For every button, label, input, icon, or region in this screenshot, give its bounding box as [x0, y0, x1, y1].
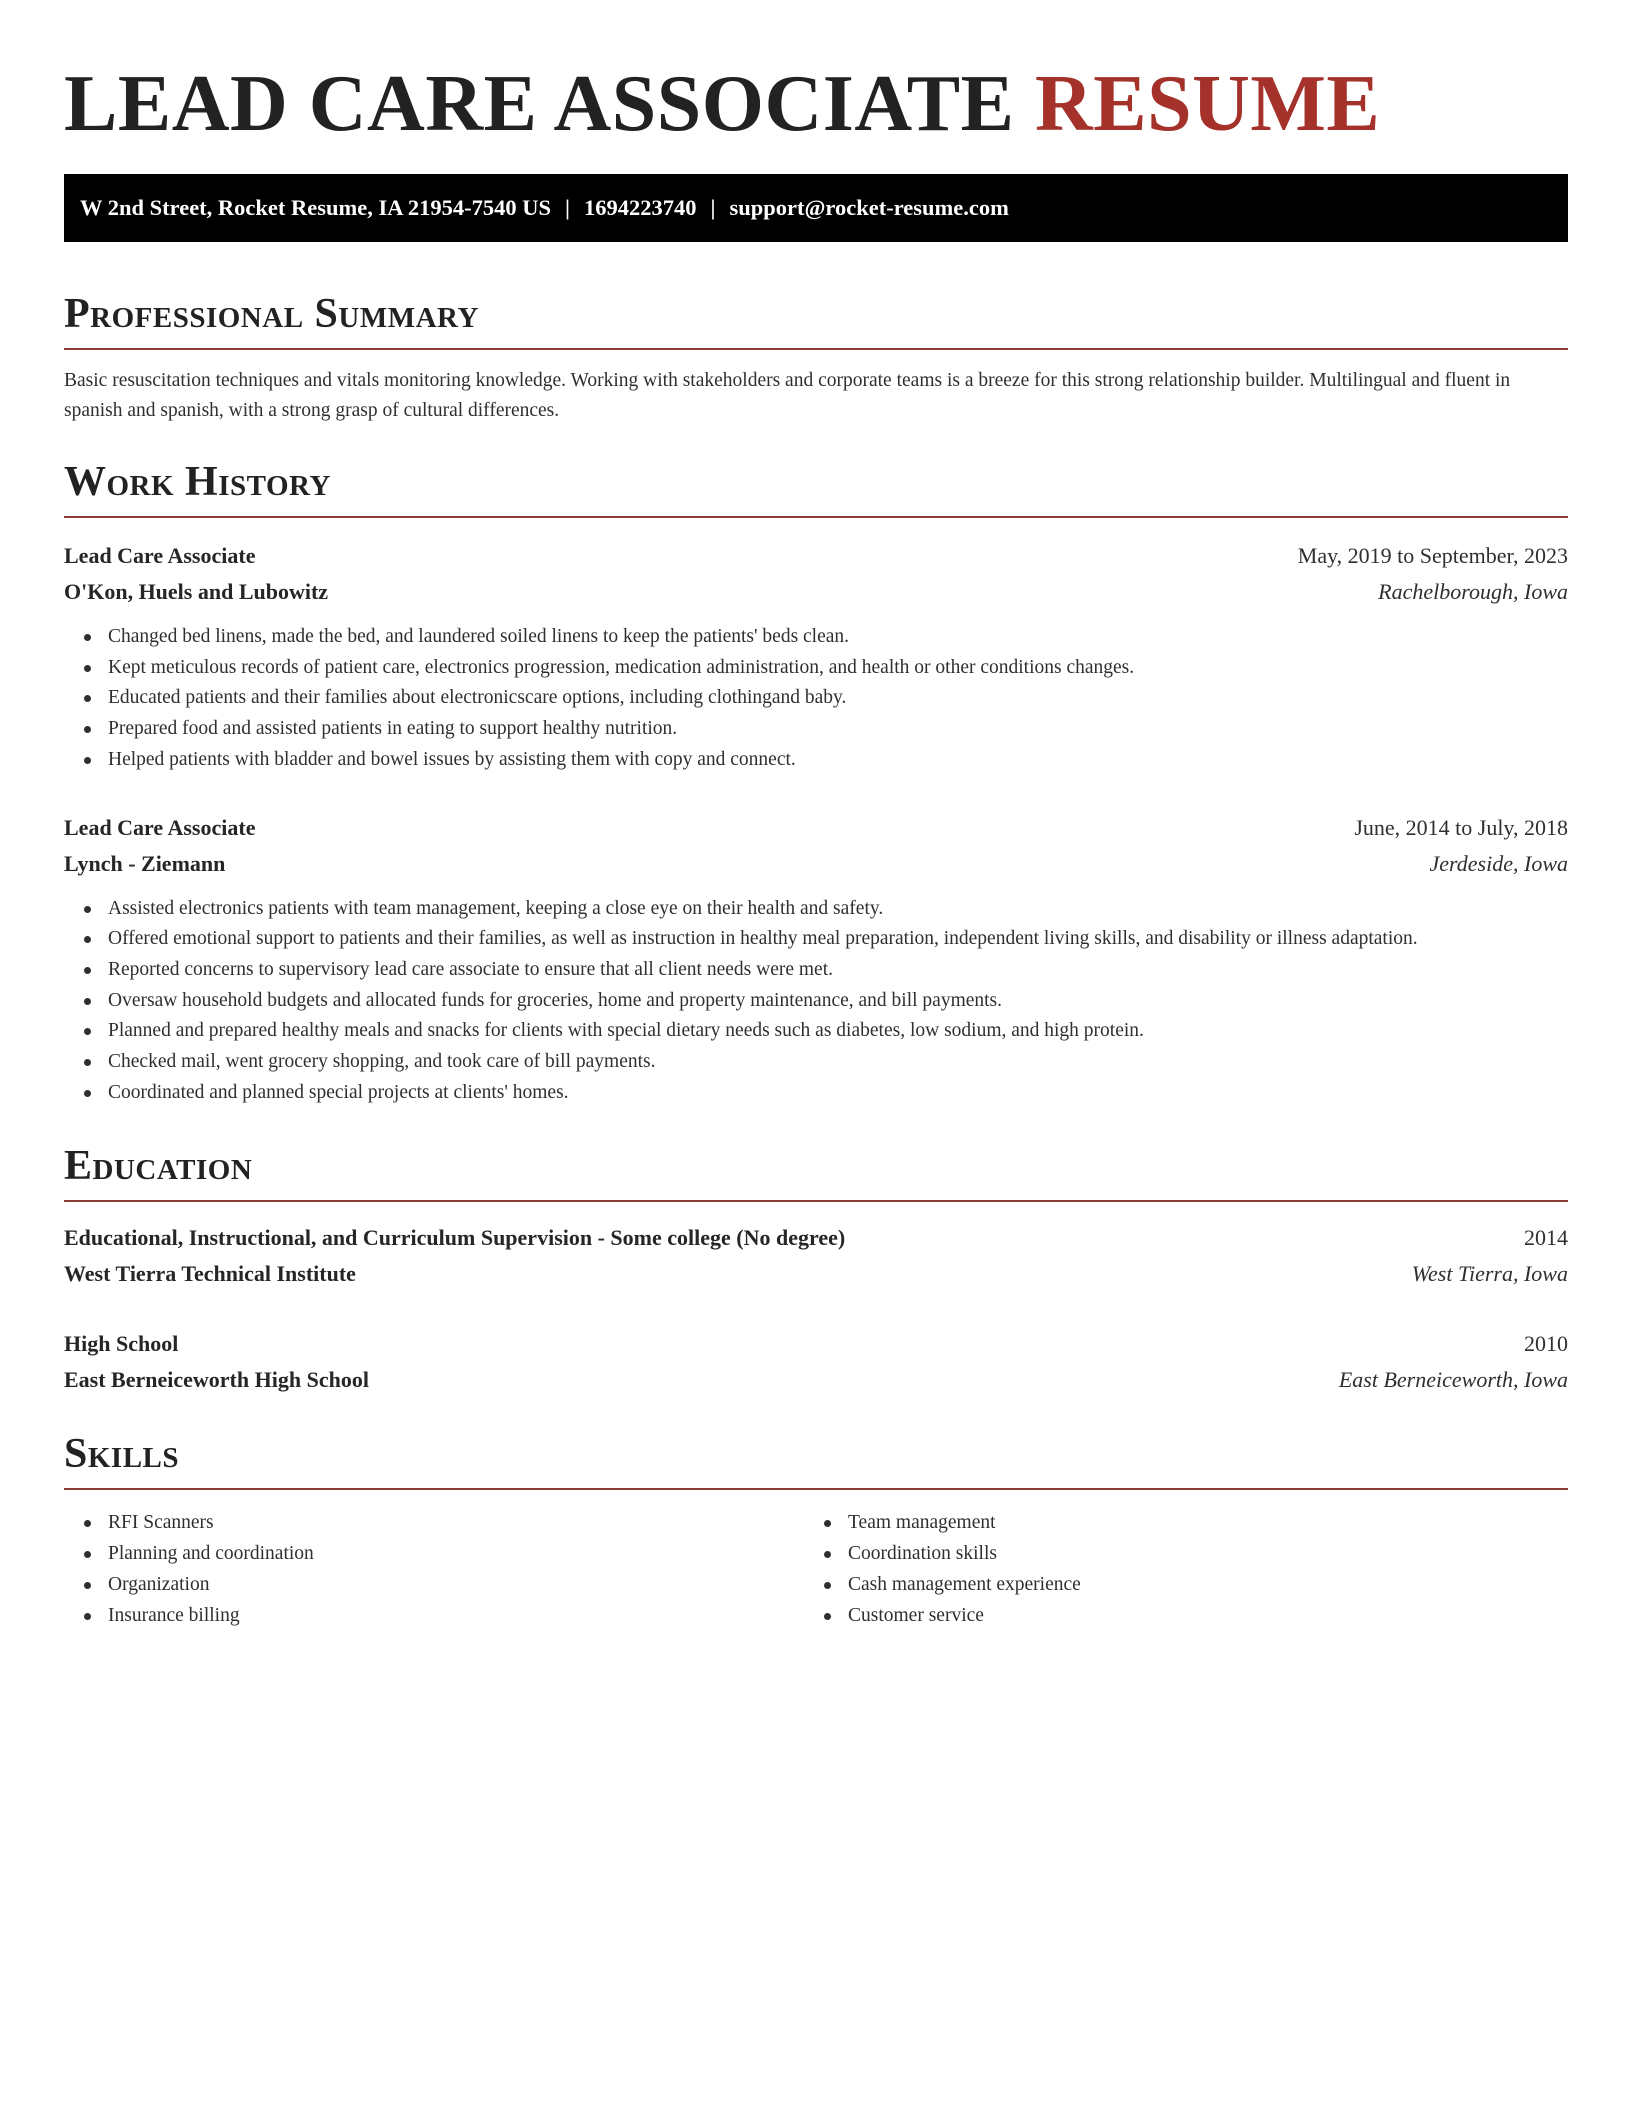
job-dates: May, 2019 to September, 2023: [1297, 543, 1568, 568]
education-school: East Berneiceworth High School: [64, 1367, 369, 1393]
job-entry: [64, 810, 1568, 1109]
section-divider: [64, 348, 1568, 350]
job-location: Rachelborough, Iowa: [1378, 579, 1568, 604]
skills-list: [64, 1508, 804, 1631]
skill-item: Coordination skills: [848, 1539, 1544, 1570]
section-divider: [64, 1488, 1568, 1490]
job-entry: [64, 538, 1568, 776]
list-item: Reported concerns to supervisory lead care associate to ensure that all client needs were met.: [108, 955, 1568, 986]
list-item: Checked mail, went grocery shopping, and took care of bill payments.: [108, 1047, 1568, 1078]
job-title: Lead Care Associate: [64, 814, 256, 840]
summary-heading: Professional Summary: [64, 291, 479, 337]
summary-text: Basic resuscitation techniques and vitals monitoring knowledge. Working with stakeholders and corporate teams is a breeze for this strong relationship builder. Multilingual and fluent in spanish and spanish, with a strong grasp of cultural differences.: [64, 370, 1511, 421]
education-heading: Education: [64, 1143, 253, 1190]
resume-title: [64, 0, 1568, 152]
title-accent: RESUME: [1034, 60, 1381, 148]
skill-item: Organization: [108, 1570, 804, 1601]
skill-item: RFI Scanners: [108, 1508, 804, 1539]
education-year: 2014: [1524, 1225, 1568, 1251]
job-location: Jerdeside, Iowa: [1429, 850, 1568, 876]
education-location: West Tierra, Iowa: [1411, 1261, 1568, 1287]
education-year: 2010: [1524, 1331, 1568, 1357]
list-item: Planned and prepared healthy meals and snacks for clients with special dietary needs such as diabetes, low sodium, and high protein.: [108, 1016, 1568, 1047]
contact-separator: |: [565, 195, 570, 220]
list-item: Assisted electronics patients with team management, keeping a close eye on their health and safety.: [108, 894, 1568, 925]
list-item: Helped patients with bladder and bowel issues by assisting them with copy and connect.: [108, 745, 1568, 776]
job-dates: June, 2014 to July, 2018: [1354, 814, 1568, 840]
education-entry: [64, 1220, 1568, 1292]
contact-bar: [64, 174, 1568, 242]
list-item: Educated patients and their families about electronicscare options, including clothingand baby.: [108, 683, 1568, 714]
skills-column-right: [804, 1508, 1544, 1631]
skill-item: Customer service: [848, 1601, 1544, 1632]
list-item: Offered emotional support to patients and their families, as well as instruction in healthy meal preparation, independent living skills, and disability or illness adaptation.: [108, 924, 1568, 955]
contact-phone: 1694223740: [584, 195, 697, 220]
title-main: LEAD CARE ASSOCIATE: [64, 60, 1015, 148]
list-item: Coordinated and planned special projects at clients' homes.: [108, 1078, 1568, 1109]
section-divider: [64, 1200, 1568, 1202]
education-school: West Tierra Technical Institute: [64, 1261, 356, 1287]
education-degree: Educational, Instructional, and Curriculum Supervision - Some college (No degree): [64, 1225, 846, 1251]
list-item: Oversaw household budgets and allocated funds for groceries, home and property maintenance, and bill payments.: [108, 986, 1568, 1017]
education-location: East Berneiceworth, Iowa: [1338, 1367, 1568, 1393]
skills-grid: [64, 1508, 1568, 1631]
list-item: Kept meticulous records of patient care, electronics progression, medication administration, and health or other conditions changes.: [108, 653, 1568, 684]
skills-section: [64, 1426, 1568, 1631]
job-company: Lynch - Ziemann: [64, 850, 226, 876]
skills-list: [804, 1508, 1544, 1631]
list-item: Prepared food and assisted patients in eating to support healthy nutrition.: [108, 714, 1568, 745]
education-entry: [64, 1326, 1568, 1398]
work-history-section: [64, 454, 1568, 1108]
list-item: Changed bed linens, made the bed, and laundered soiled linens to keep the patients' beds clean.: [108, 622, 1568, 653]
work-history-heading: Work History: [64, 459, 331, 505]
skill-item: Cash management experience: [848, 1570, 1544, 1601]
contact-email[interactable]: support@rocket-resume.com: [729, 195, 1009, 220]
job-duties-list: [64, 622, 1568, 776]
skill-item: Planning and coordination: [108, 1539, 804, 1570]
skills-column-left: [64, 1508, 804, 1631]
contact-separator: |: [710, 195, 716, 220]
contact-address: W 2nd Street, Rocket Resume, IA 21954-7540 US: [80, 195, 552, 220]
skill-item: Insurance billing: [108, 1601, 804, 1632]
section-divider: [64, 516, 1568, 518]
education-degree: High School: [64, 1331, 179, 1357]
skills-heading: Skills: [64, 1431, 180, 1478]
job-company: O'Kon, Huels and Lubowitz: [64, 579, 329, 604]
resume-page: [64, 0, 1568, 1631]
summary-section: [64, 286, 1568, 426]
job-title: Lead Care Associate: [64, 543, 256, 568]
education-section: [64, 1138, 1568, 1398]
job-duties-list: [64, 894, 1568, 1109]
skill-item: Team management: [848, 1508, 1544, 1539]
